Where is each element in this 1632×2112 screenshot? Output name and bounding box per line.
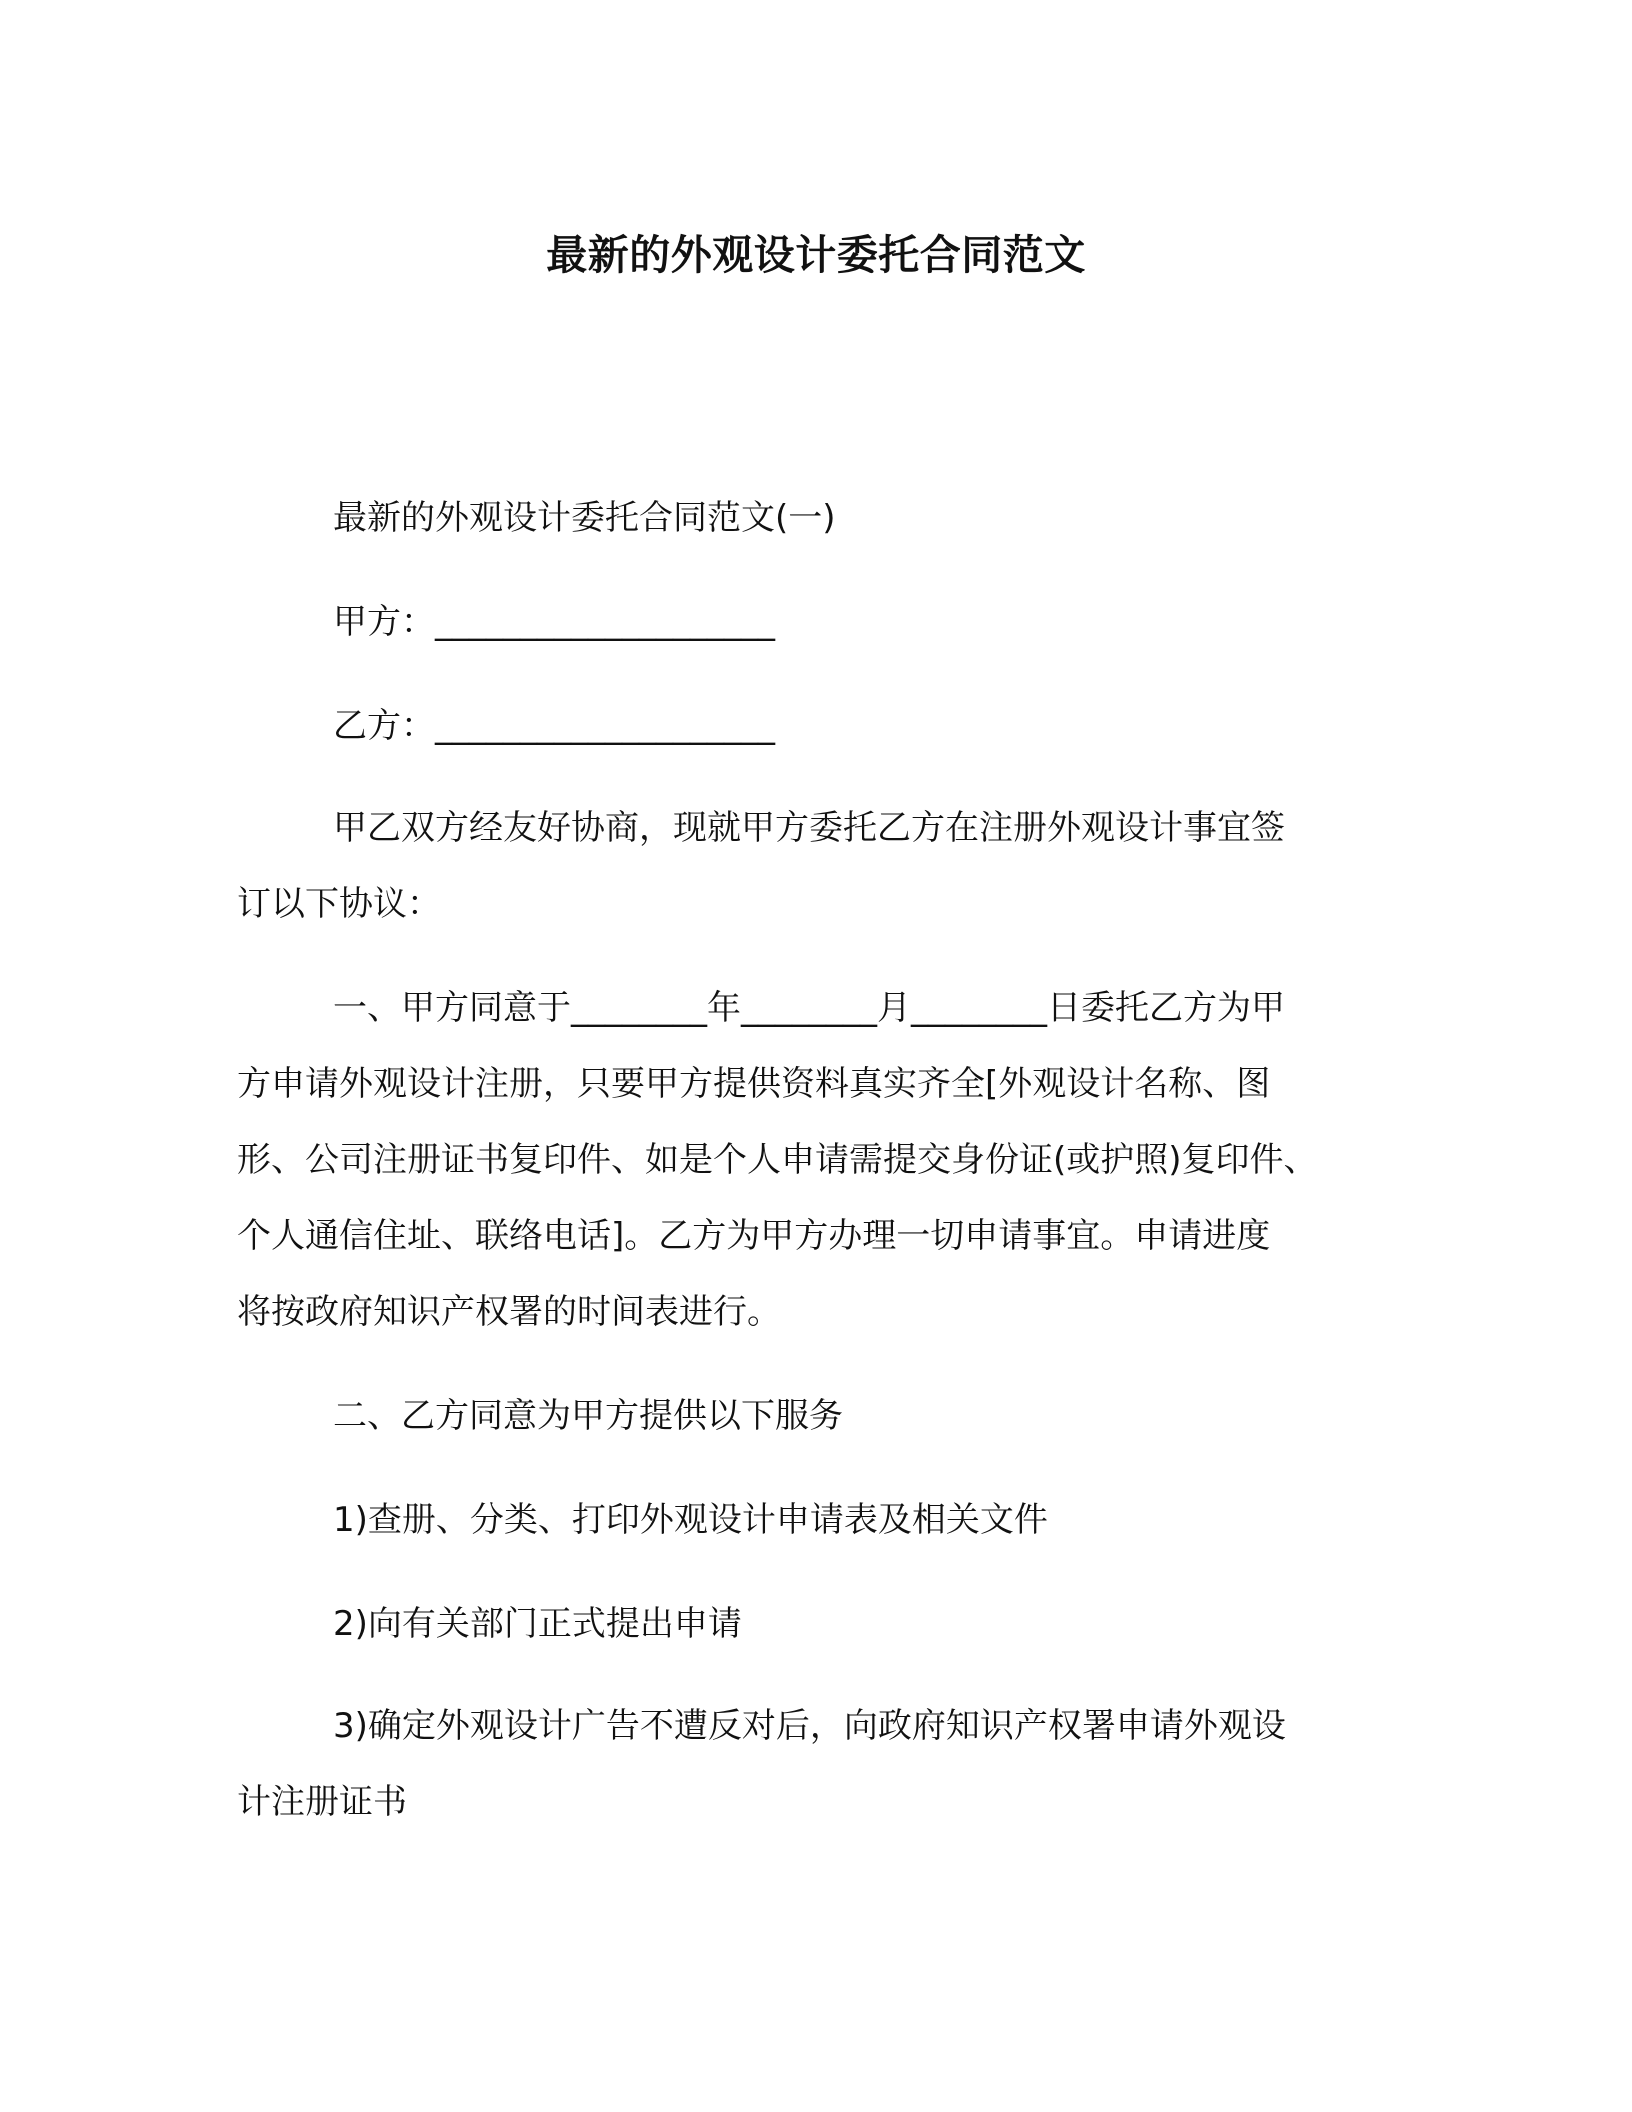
party-b-field: 乙方：____________________ [333, 706, 775, 746]
service-item-2: 2)向有关部门正式提出申请 [333, 1604, 742, 1644]
clause-two-heading: 二、乙方同意为甲方提供以下服务 [333, 1396, 843, 1436]
section-heading: 最新的外观设计委托合同范文(一) [333, 498, 836, 538]
clause-one-line: 将按政府知识产权署的时间表进行。 [237, 1292, 781, 1332]
service-item-3-continued: 计注册证书 [237, 1782, 407, 1822]
clause-one-line: 个人通信住址、联络电话]。乙方为甲方办理一切申请事宜。申请进度 [237, 1216, 1271, 1256]
clause-one-line: 一、甲方同意于________年________月________日委托乙方为甲 [333, 988, 1285, 1028]
paragraph-line: 甲乙双方经友好协商，现就甲方委托乙方在注册外观设计事宜签 [333, 808, 1285, 848]
service-item-3: 3)确定外观设计广告不遭反对后，向政府知识产权署申请外观设 [333, 1706, 1286, 1746]
party-a-field: 甲方：____________________ [333, 602, 775, 642]
paragraph-line: 订以下协议： [237, 884, 441, 924]
service-item-1: 1)查册、分类、打印外观设计申请表及相关文件 [333, 1500, 1048, 1540]
clause-one-line: 形、公司注册证书复印件、如是个人申请需提交身份证(或护照)复印件、 [237, 1140, 1318, 1180]
clause-one-line: 方申请外观设计注册，只要甲方提供资料真实齐全[外观设计名称、图 [237, 1064, 1271, 1104]
document-title: 最新的外观设计委托合同范文 [546, 231, 1086, 279]
